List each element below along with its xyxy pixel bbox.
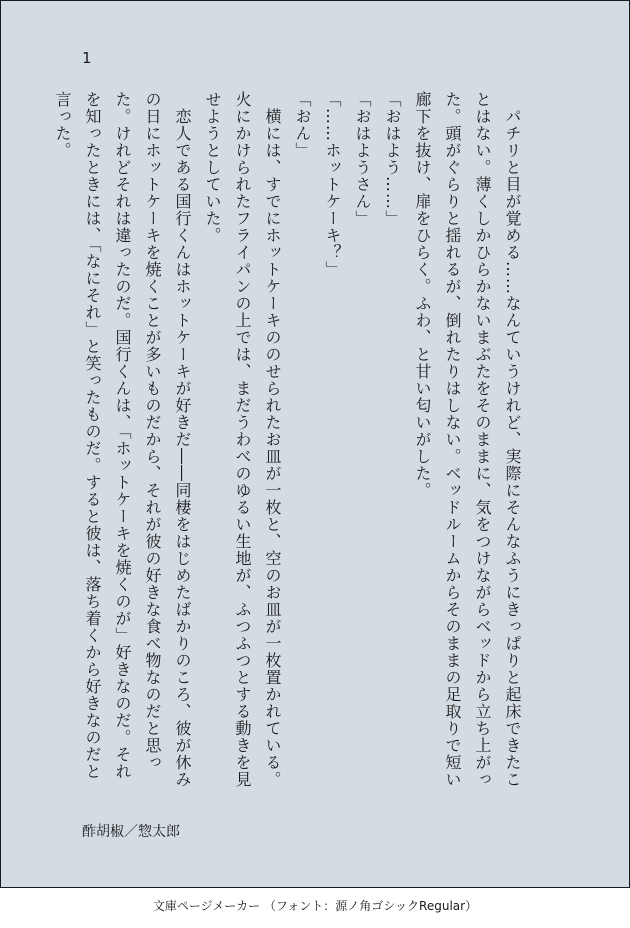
paragraph: 「おん」: [293, 91, 312, 159]
paragraph: 恋人である国行くんはホットケーキが好きだ――同棲をはじめたばかりのころ、彼が休みの日にホットケーキを焼くことが多いものだから、それが彼の好きな食べ物なのだと思った。けれどそれは違ったのだ。国行くんは、「ホットケーキを焼くのが」好きなのだ。それを知ったときには、「なにそれ」と笑ったものだ。すると彼は、落ち着くから好きなのだと言った。: [53, 91, 192, 788]
footer-caption: 文庫ページメーカー （フォント：源ノ角ゴシックRegular）: [152, 899, 478, 913]
paragraph: パチリと目が覚める……なんていうけれど、実際にそんなふうにきっぱりと起床できたことはない。薄くしかひらかないまぶたをそのままに、気をつけながらベッドから立ち上がった。頭がぐらりと揺れるが、倒れたりはしない。ベッドルームからそのままの足取りで短い廊下を抜け、扉をひらく。ふわ、と甘い匂いがした。: [413, 91, 522, 788]
body-text: [53, 91, 527, 791]
paragraph: 横には、すでにホットケーキののせられたお皿が一枚と、空のお皿が一枚置かれている。火にかけられたフライパンの上では、まだうわべのゆるい生地が、ふつふつとする動きを見せようとしていた。: [203, 91, 282, 788]
paragraph: 「おはようさん」: [353, 91, 372, 227]
paragraph: 「……ホットケーキ？」: [323, 91, 342, 278]
paragraph: 「おはよう……」: [383, 91, 402, 227]
author-credit: 酢胡椒／惣太郎: [82, 824, 180, 840]
page-number: 1: [82, 49, 92, 67]
